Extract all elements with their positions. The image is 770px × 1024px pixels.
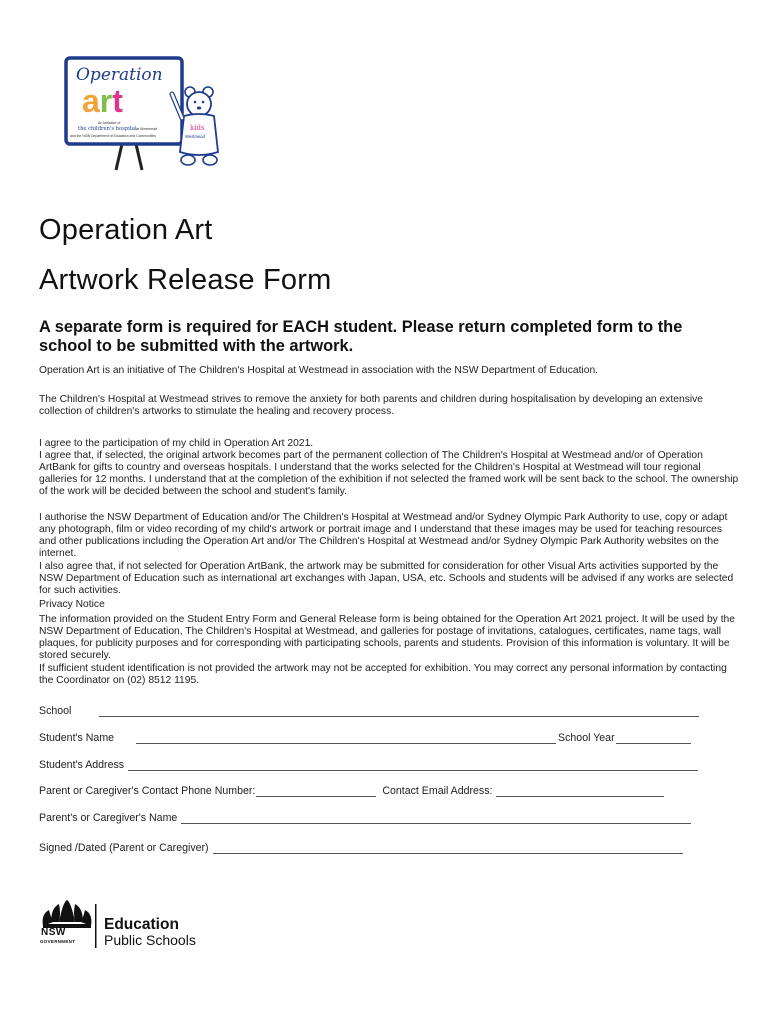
parent-phone-line[interactable] (256, 786, 376, 797)
logo-department: and the NSW Department of Education and Communities (70, 134, 156, 138)
paragraph-identification: If sufficient student identification is not provided the artwork may not be accepted for exhibition. You may correct any personal information by contacting the Coordinator on (02) 8512 1195. (39, 663, 727, 686)
paragraph-initiative: Operation Art is an initiative of The Children's Hospital at Westmead in association with the NSW Department of Education. (39, 365, 599, 376)
label-student-name: Student's Name (39, 732, 115, 744)
signed-dated-line[interactable] (213, 843, 683, 854)
field-parent-phone[interactable] (39, 785, 664, 797)
logo-hospital-name: the children's hospital (78, 126, 137, 132)
school-year-line[interactable] (616, 733, 691, 744)
field-signed-dated[interactable] (39, 842, 683, 854)
student-address-line[interactable] (128, 760, 698, 771)
waratah-icon (39, 900, 99, 930)
contact-email-line[interactable] (496, 786, 664, 797)
field-student-address[interactable] (39, 759, 698, 771)
label-parent-name: Parent's or Caregiver's Name (39, 812, 178, 824)
label-parent-phone: Parent or Caregiver's Contact Phone Number: (39, 785, 256, 797)
label-school-year: School Year (558, 732, 615, 744)
paragraph-privacy: The information provided on the Student Entry Form and General Release form is being obtained for the Operation Art 2021 project. It will be used by the NSW Department of Education, The Children's Hospital at Westmead, and galleries for postage of invitations, catalogues, certificates, name tags, wall plaques, for publicity purposes and for corresponding with participating schools, parents and students. Provision of this information is voluntary. It will be stored securely. (39, 614, 736, 661)
form-title-line1: Operation Art (39, 214, 213, 246)
school-line[interactable] (99, 706, 699, 717)
student-name-line[interactable] (136, 733, 556, 744)
paragraph-artbank: I also agree that, if not selected for Operation ArtBank, the artwork may be submitted for consideration for other Visual Arts activities supported by the NSW Department of Education such as international art exchanges with Japan, USA, etc. Schools and students will be advised if any works are selected for such activities. (39, 561, 734, 596)
privacy-notice-heading: Privacy Notice (39, 599, 105, 610)
paragraph-mission: The Children's Hospital at Westmead strives to remove the anxiety for both parents and children during hospitalisation by developing an extensive collection of children's artworks to stimulate the healing and recovery process. (39, 394, 704, 417)
subheading: A separate form is required for EACH student. Please return completed form to the school to be submitted with the artwork. (39, 318, 683, 355)
logo-kids: kids (190, 124, 205, 132)
field-parent-name[interactable] (39, 812, 691, 824)
government-text: GOVERNMENT (40, 939, 76, 944)
nsw-text: NSW (41, 927, 66, 938)
label-student-address: Student's Address (39, 759, 125, 771)
label-signed-dated: Signed /Dated (Parent or Caregiver) (39, 842, 209, 854)
public-schools-text: Public Schools (104, 932, 196, 948)
logo-kids-place: Westmead (185, 134, 205, 139)
form-title-line2: Artwork Release Form (39, 264, 332, 296)
easel-logo-graphic (62, 52, 230, 174)
paragraph-agree-ownership: I agree that, if selected, the original artwork becomes part of the permanent collection of The Children's Hospital at Westmead and/or of Operation ArtBank for gifts to country and overseas hospitals. I understand that the works selected for the Children's Hospital at Westmead will tour regional galleries for 12 months. I understand that at the completion of the exhibition if not selected the framed work will be sent back to the school. The ownership of the work will be decided between the school and student's family. (39, 450, 739, 497)
logo-art-word: art (82, 83, 123, 119)
logo-hospital-suffix: at Westmead (136, 127, 158, 131)
education-text: Education (104, 916, 179, 933)
label-school: School (39, 705, 72, 717)
paragraph-agree-participation: I agree to the participation of my child in Operation Art 2021. (39, 438, 314, 449)
logo-initiative-prefix: An initiative of (98, 121, 121, 125)
paragraph-authorise: I authorise the NSW Department of Education and/or The Children's Hospital at Westmead and/or Sydney Olympic Park Authority to use, copy or adapt any photograph, film or video recording of my child's artwork or portrait image and I understand that these images may be used for teaching resources and other publications including the Operation Art and/or The Children's Hospital at Westmead and/or Sydney Olympic Park Authority websites on the internet. (39, 512, 728, 559)
parent-name-line[interactable] (181, 813, 691, 824)
logo-divider (95, 904, 97, 948)
logo-script-word: Operation (76, 65, 163, 85)
field-student-name[interactable] (39, 732, 691, 744)
operation-art-logo (62, 52, 230, 174)
label-contact-email: Contact Email Address: (382, 785, 493, 797)
field-school[interactable] (39, 705, 699, 717)
